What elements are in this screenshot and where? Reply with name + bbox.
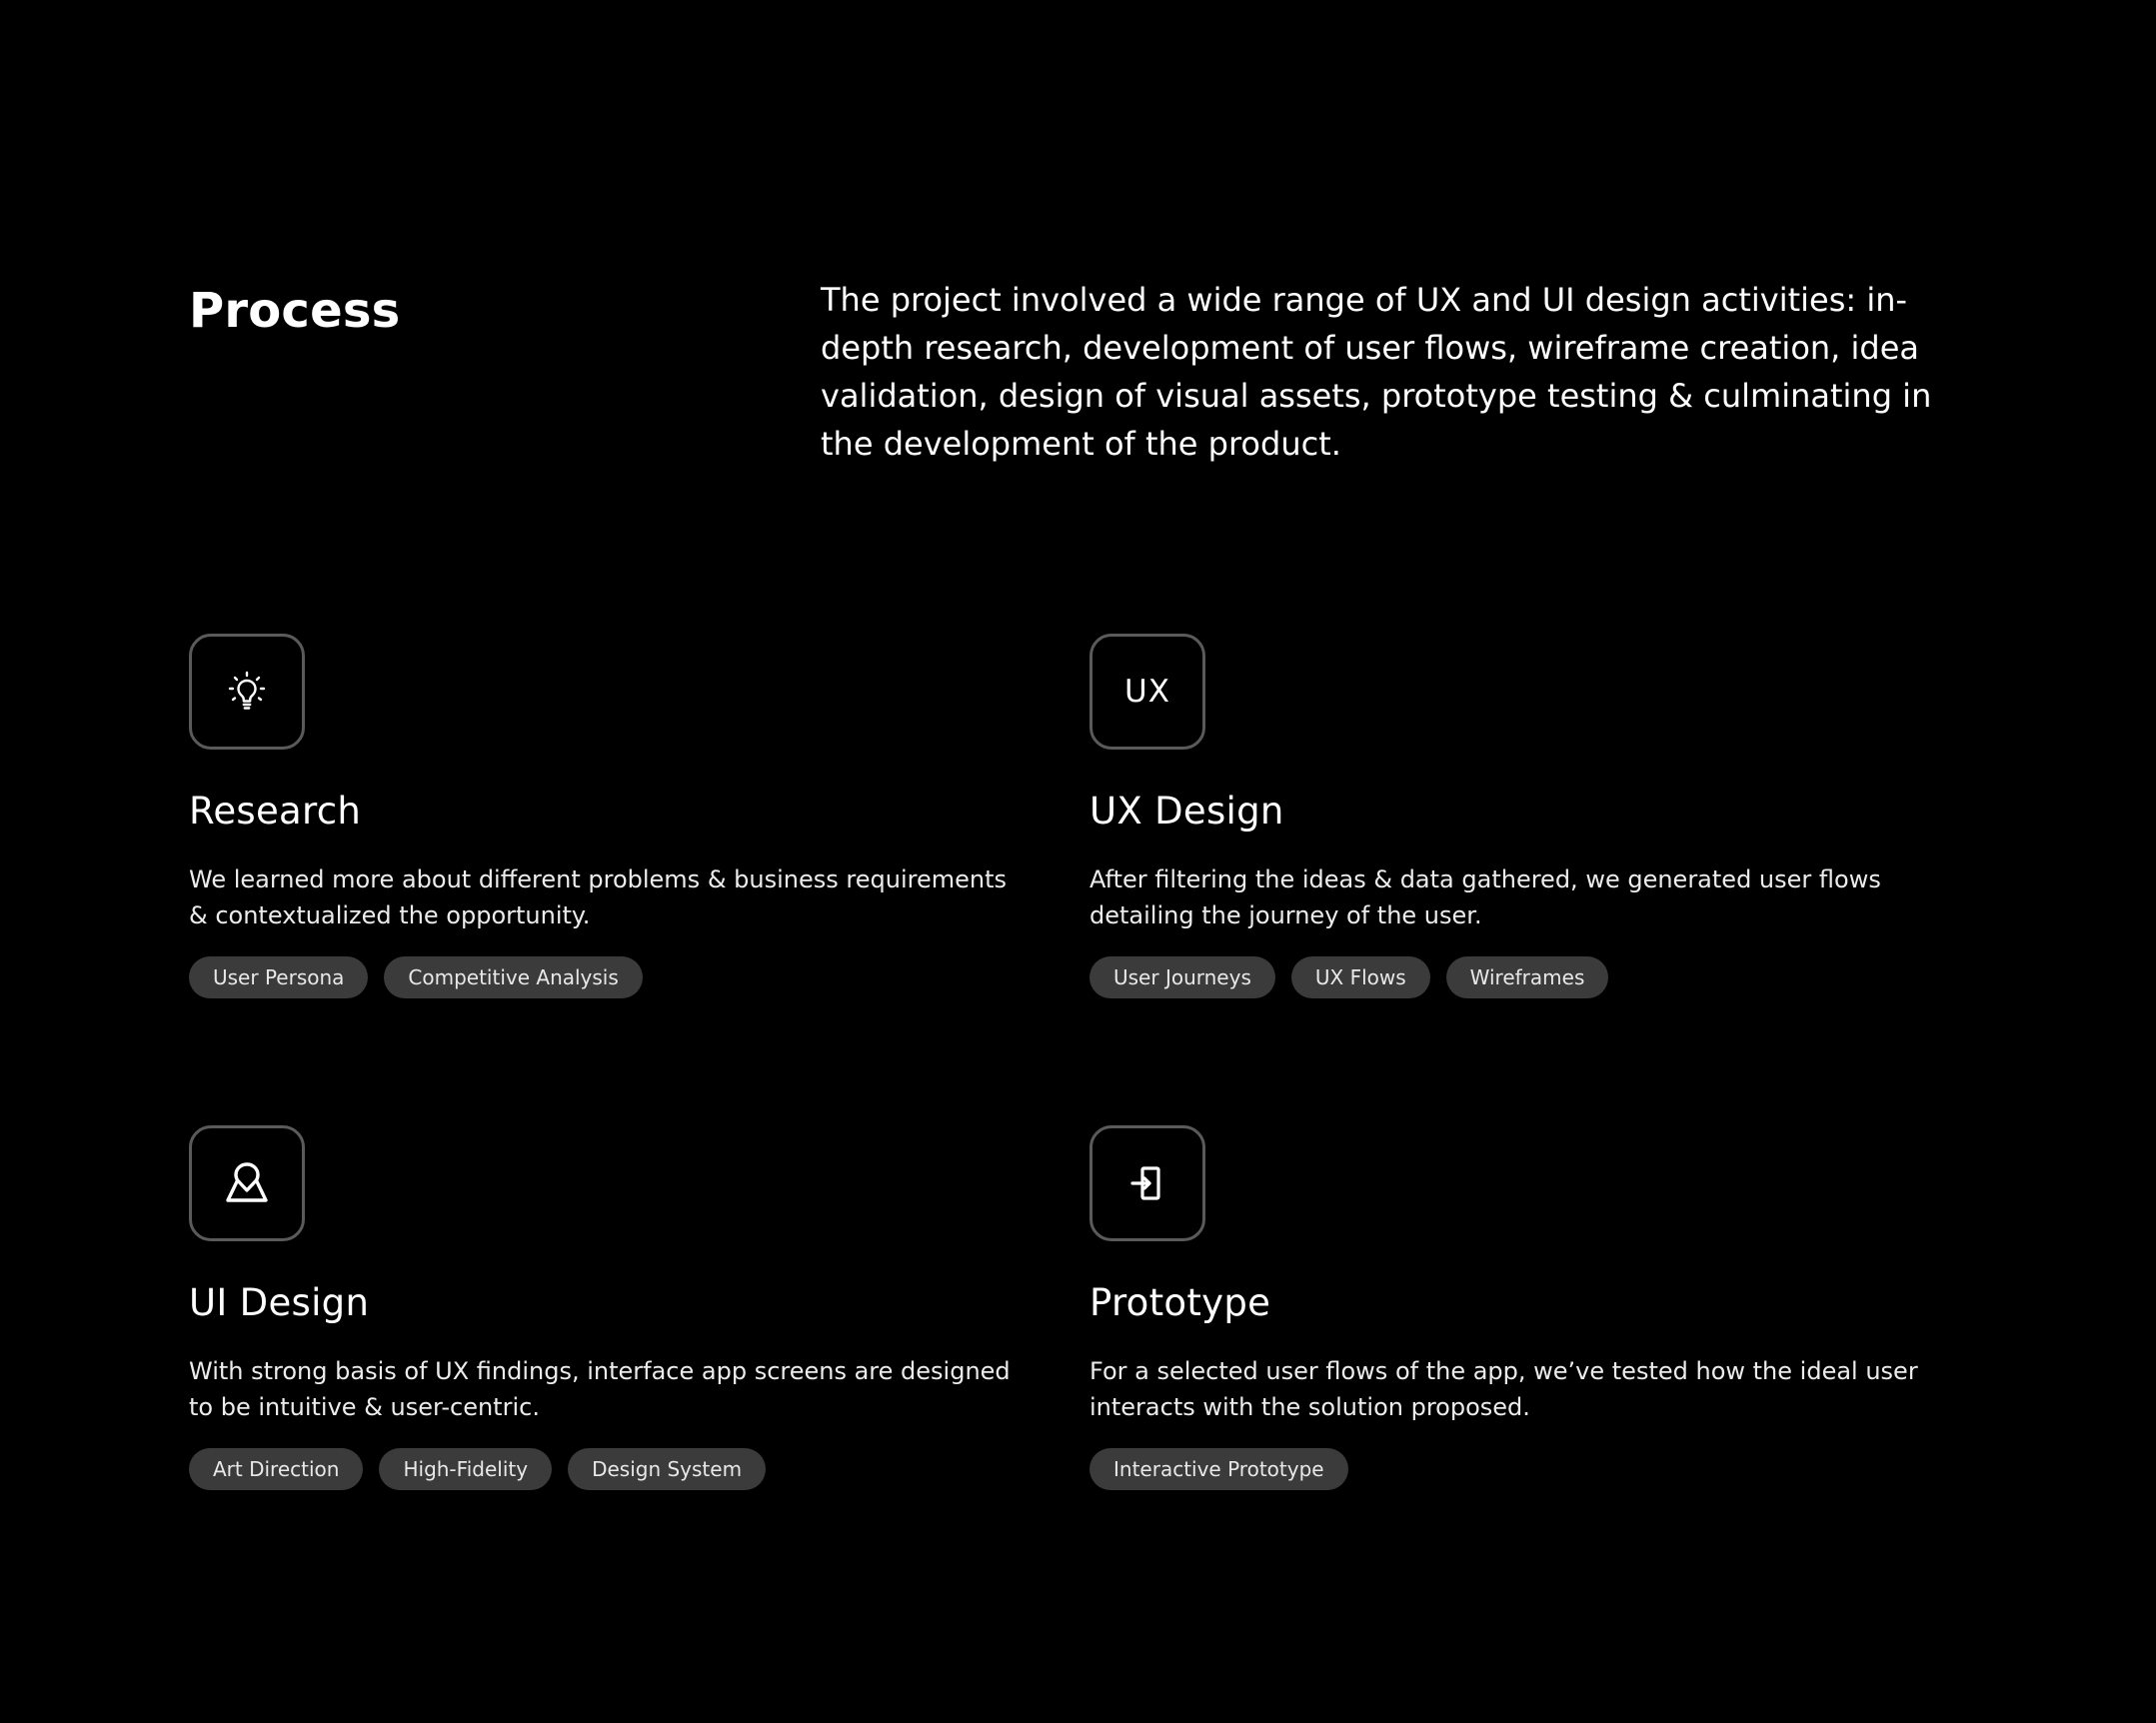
tag-user-persona: User Persona	[189, 956, 368, 998]
lightbulb-icon	[224, 669, 270, 715]
tag-list-prototype	[1089, 1448, 1949, 1490]
tag-list-ux-design	[1089, 956, 1949, 998]
card-description-research: We learned more about different problems & business requirements & contextualized the opportunity.	[189, 865, 1007, 929]
card-description-ux-design: After filtering the ideas & data gathered, we generated user flows detailing the journey of the user.	[1089, 865, 1881, 929]
card-title-ui-design: UI Design	[189, 1281, 370, 1324]
process-card-research	[189, 634, 1049, 998]
card-title-research: Research	[189, 790, 362, 833]
mobile-login-icon	[1124, 1160, 1170, 1206]
tag-art-direction: Art Direction	[189, 1448, 363, 1490]
process-card-prototype	[1089, 1125, 1949, 1490]
tag-competitive-analysis: Competitive Analysis	[384, 956, 642, 998]
ui-design-icon-box	[189, 1125, 305, 1241]
card-description-prototype: For a selected user flows of the app, we’ve tested how the ideal user interacts with the solution proposed.	[1089, 1357, 1918, 1421]
tag-wireframes: Wireframes	[1446, 956, 1609, 998]
card-title-prototype: Prototype	[1089, 1281, 1271, 1324]
process-card-ui-design	[189, 1125, 1049, 1490]
section-title: Process	[189, 283, 401, 339]
section-description: The project involved a wide range of UX and UI design activities: in-depth research, development of user flows, wireframe creation, idea validation, design of visual assets, prototype testing & culminating in the development of the product.	[821, 281, 1932, 463]
ux-text-icon: UX	[1124, 674, 1170, 710]
tag-list-research	[189, 956, 1049, 998]
tag-user-journeys: User Journeys	[1089, 956, 1275, 998]
card-title-ux-design: UX Design	[1089, 790, 1284, 833]
ux-design-icon-box	[1089, 634, 1205, 750]
tag-interactive-prototype: Interactive Prototype	[1089, 1448, 1348, 1490]
process-card-ux-design	[1089, 634, 1949, 998]
tag-design-system: Design System	[568, 1448, 766, 1490]
pen-nib-icon	[222, 1158, 272, 1208]
card-description-ui-design: With strong basis of UX findings, interface app screens are designed to be intuitive & user-centric.	[189, 1357, 1011, 1421]
prototype-icon-box	[1089, 1125, 1205, 1241]
tag-ux-flows: UX Flows	[1291, 956, 1430, 998]
research-icon-box	[189, 634, 305, 750]
tag-high-fidelity: High-Fidelity	[379, 1448, 552, 1490]
tag-list-ui-design	[189, 1448, 1049, 1490]
